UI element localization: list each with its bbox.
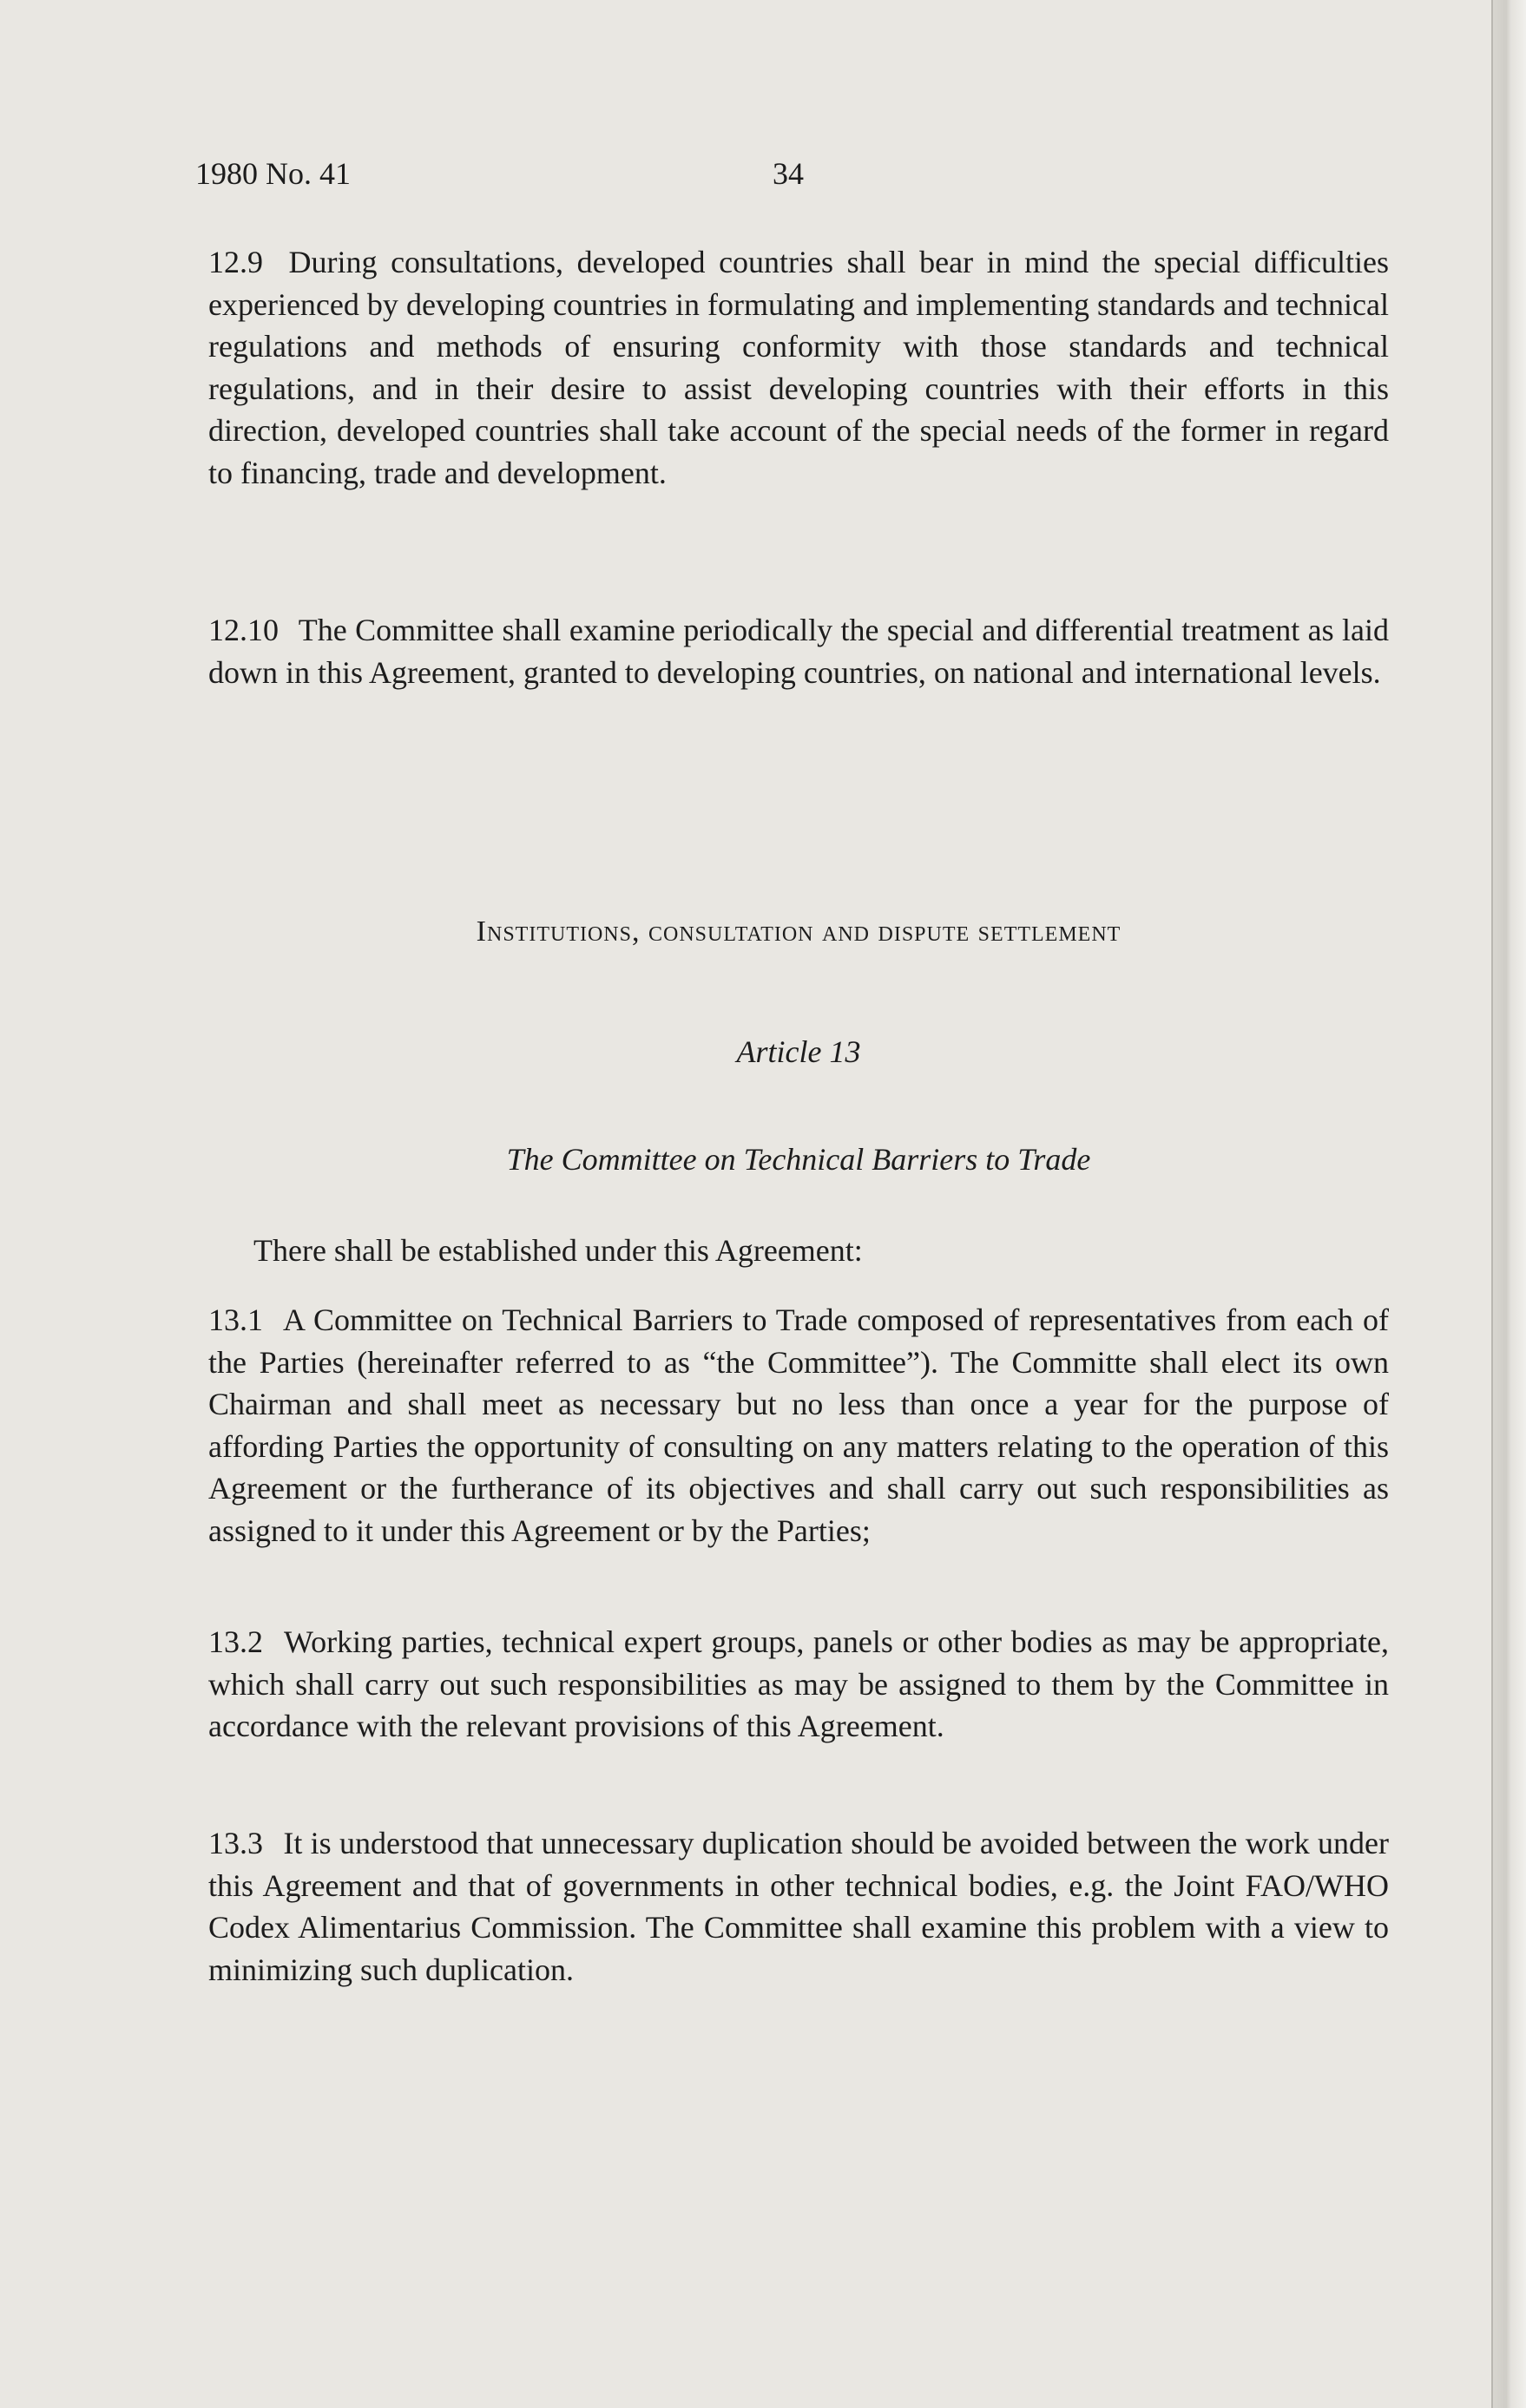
document-reference: 1980 No. 41 [195, 156, 351, 191]
paragraph-number: 12.10 [208, 613, 279, 647]
paragraph-number: 12.9 [208, 245, 263, 279]
paragraph-12-10 [208, 609, 1389, 693]
paragraph-number: 13.1 [208, 1302, 263, 1337]
paragraph-text: A Committee on Technical Barriers to Trade composed of representatives from each of the Parties (hereinafter referred to as “the Committee”). The Committe shall elect its own Chairman and shall meet as necessary but no less than once a year for the purpose of affording Parties the opportunity of consulting on any matters relating to the operation of this Agreement or the furtherance of its objectives and shall carry out such responsibilities as assigned to it under this Agreement or by the Parties; [208, 1302, 1389, 1548]
paragraph-13-1 [208, 1299, 1389, 1552]
page-number: 34 [773, 156, 804, 191]
page-edge [1491, 0, 1526, 2408]
paragraph-13-3 [208, 1822, 1389, 1991]
paragraph-text: The Committee shall examine periodically the special and differential treatment as laid down in this Agreement, granted to developing countries, on national and international levels. [208, 613, 1389, 690]
paragraph-number: 13.3 [208, 1826, 263, 1860]
paragraph-12-9 [208, 241, 1389, 494]
paragraph-text: It is understood that unnecessary duplication should be avoided between the work under this Agreement and that of governments in other technical bodies, e.g. the Joint FAO/WHO Codex Alimentarius Commission. The Committee shall examine this problem with a view to minimizing such duplication. [208, 1826, 1390, 1987]
article-subtitle: The Committee on Technical Barriers to Trade [506, 1142, 1091, 1177]
article-intro: There shall be established under this Agreement: [253, 1233, 863, 1268]
section-heading: Institutions, consultation and dispute settlement [476, 915, 1121, 948]
article-title: Article 13 [736, 1034, 861, 1069]
paragraph-text: During consultations, developed countries shall bear in mind the special difficulties experienced by developing countries in formulating and implementing standards and technical regulations and methods of ensuring conformity with those standards and technical regulations, and in their desire to assist developing countries with their efforts in this direction, developed countries shall take account of the special needs of the former in regard to financing, trade and development. [208, 245, 1390, 490]
paragraph-number: 13.2 [208, 1624, 263, 1659]
paragraph-text: Working parties, technical expert groups, panels or other bodies as may be appropriate, which shall carry out such responsibilities as may be assigned to them by the Committee in accordance with the relevant provisions of this Agreement. [208, 1624, 1389, 1743]
paragraph-13-2 [208, 1621, 1389, 1748]
